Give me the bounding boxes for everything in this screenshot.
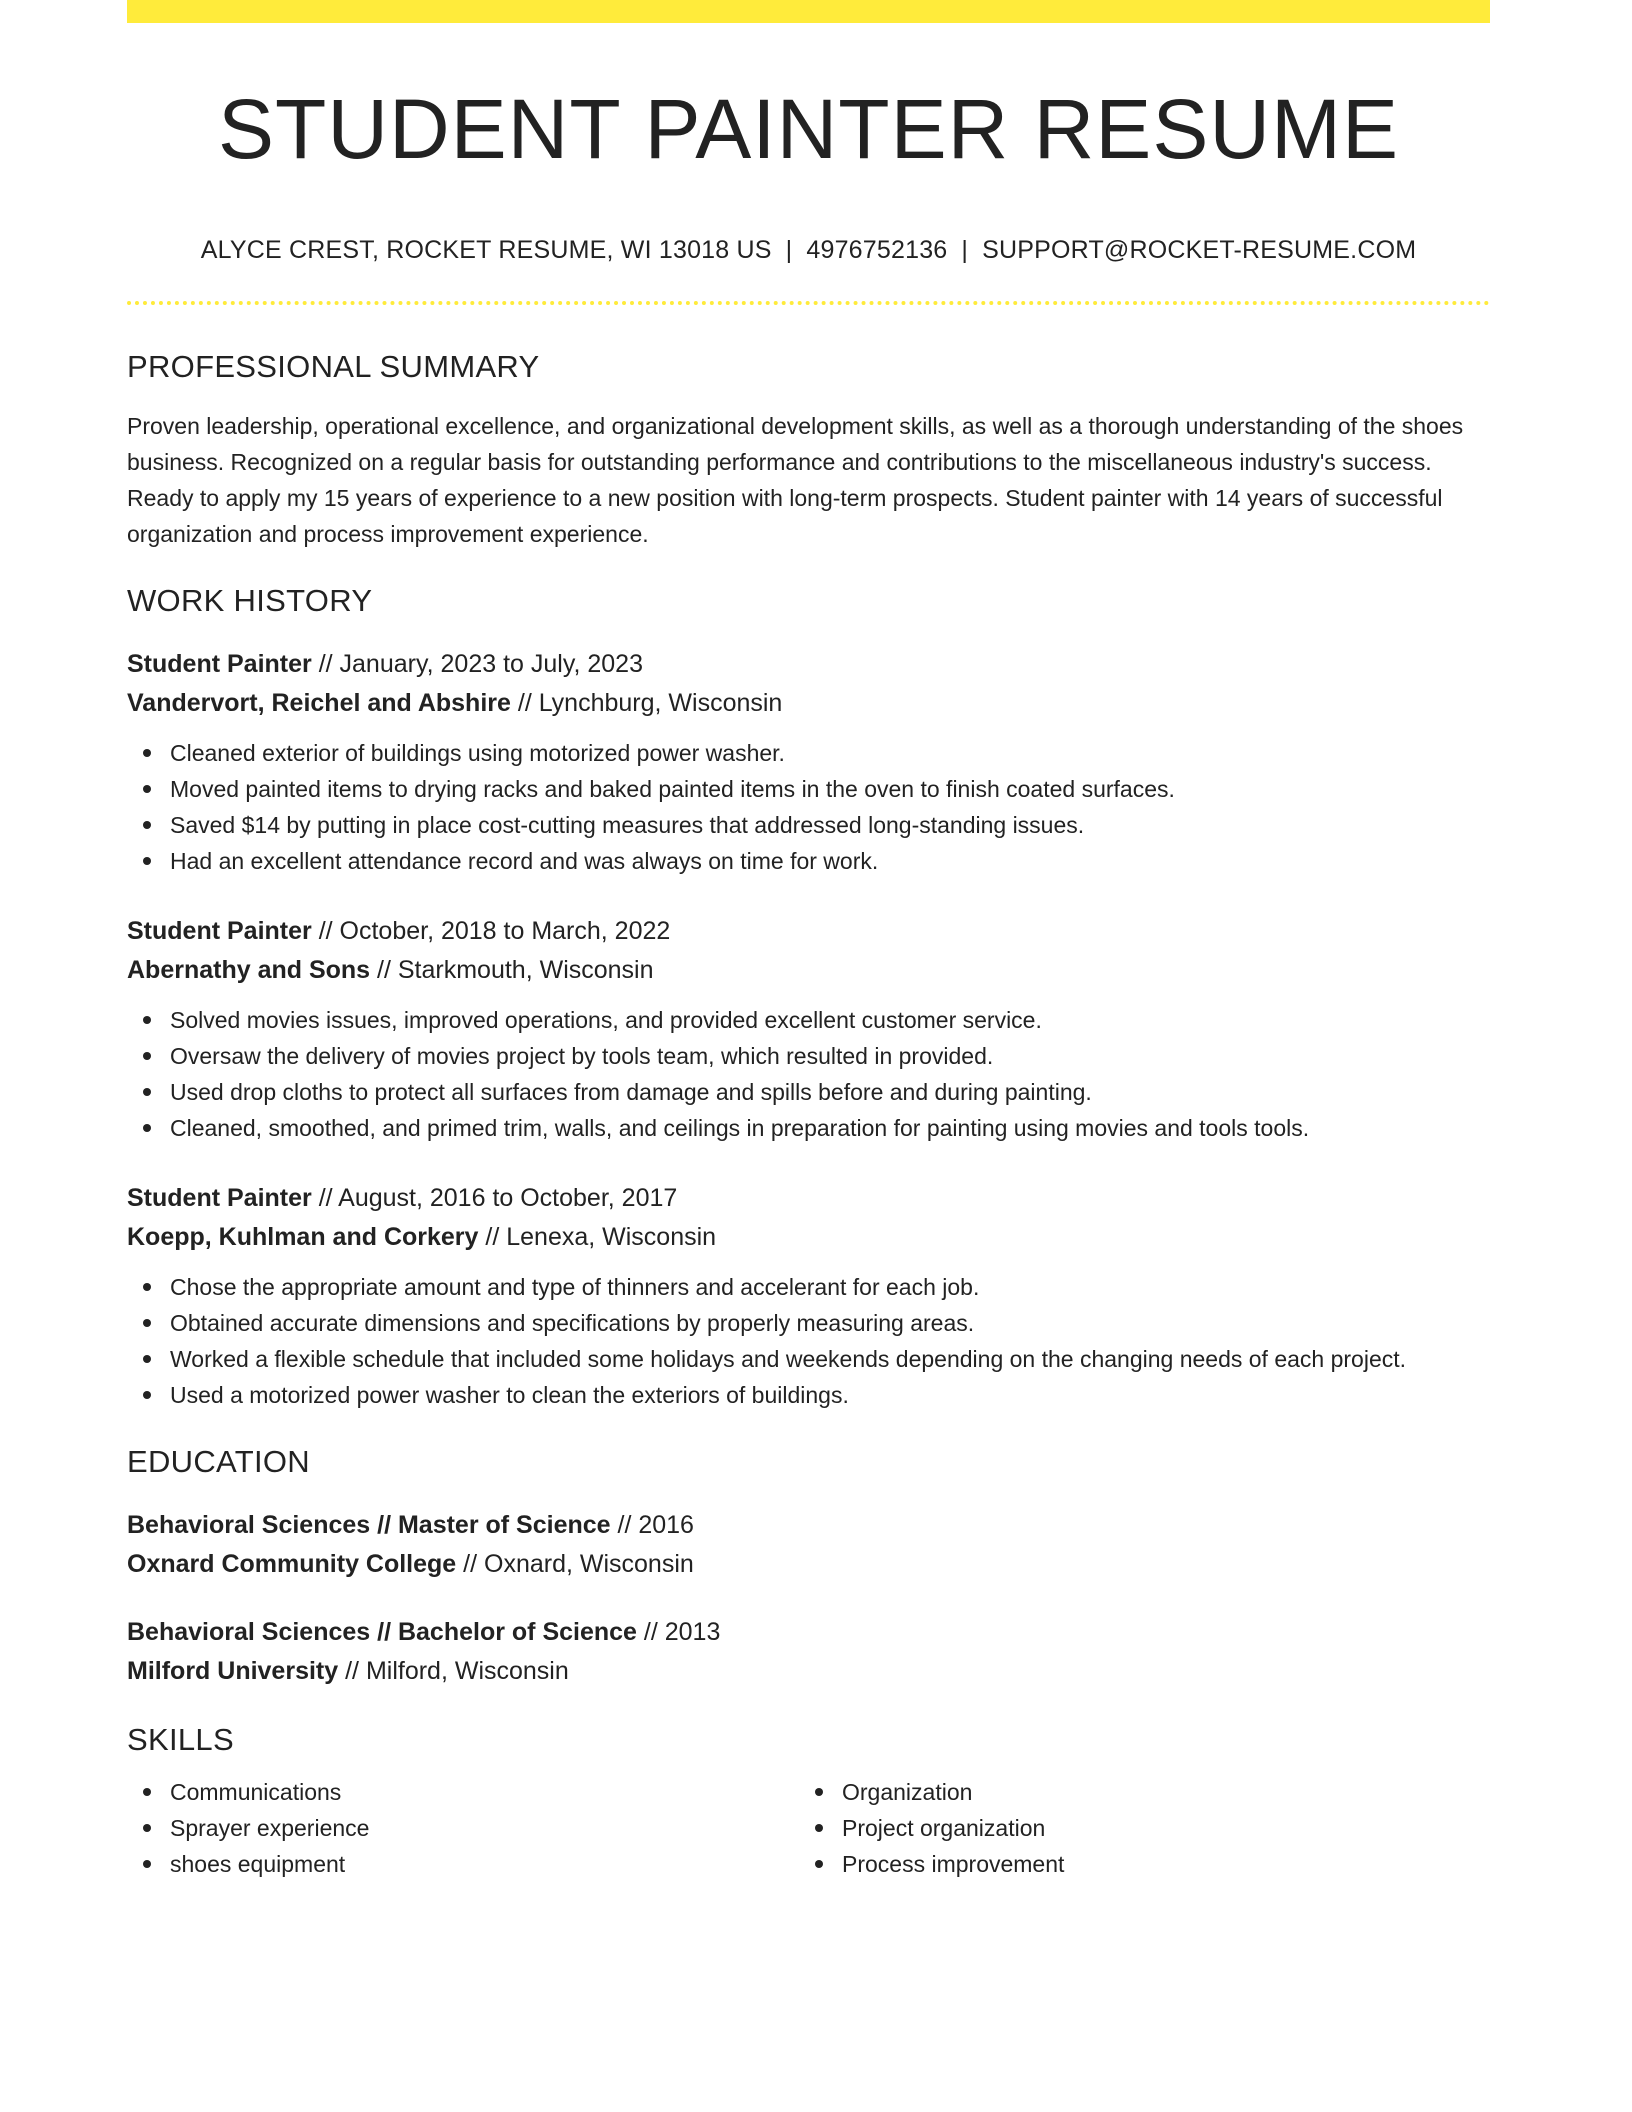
bullet-icon xyxy=(143,1391,151,1399)
list-item xyxy=(170,1846,799,1882)
education-degree: Behavioral Sciences // Master of Science xyxy=(127,1511,611,1540)
job-company: Koepp, Kuhlman and Corkery xyxy=(127,1223,479,1252)
job-company: Abernathy and Sons xyxy=(127,956,371,985)
bullet-text: Moved painted items to drying racks and baked painted items in the oven to finish coated surfaces. xyxy=(170,776,1175,803)
education-degree-line xyxy=(127,1506,1490,1545)
section-heading-skills: SKILLS xyxy=(127,1722,234,1758)
bullet-icon xyxy=(143,1788,151,1796)
education-year: // 2013 xyxy=(636,1618,721,1647)
job-entry xyxy=(127,1179,1490,1413)
skills-bullets xyxy=(127,1774,799,1882)
list-item xyxy=(170,1774,799,1810)
job-bullets xyxy=(127,1002,1490,1146)
education-entry xyxy=(127,1613,1490,1691)
bullet-text: Obtained accurate dimensions and specifications by properly measuring areas. xyxy=(170,1310,975,1337)
bullet-icon xyxy=(143,857,151,865)
section-heading-summary: PROFESSIONAL SUMMARY xyxy=(127,349,540,385)
skill-text: Process improvement xyxy=(842,1851,1065,1878)
bullet-text: Saved $14 by putting in place cost-cutting measures that addressed long-standing issues. xyxy=(170,812,1085,839)
job-dates: // January, 2023 to July, 2023 xyxy=(311,650,643,679)
job-entry xyxy=(127,645,1490,879)
skills-bullets xyxy=(799,1774,1471,1882)
contact-separator: | xyxy=(785,236,793,265)
list-item xyxy=(170,1305,1490,1341)
contact-phone: 4976752136 xyxy=(806,236,948,265)
education-location: // Oxnard, Wisconsin xyxy=(456,1550,694,1579)
education-entry xyxy=(127,1506,1490,1584)
bullet-text: Oversaw the delivery of movies project by tools team, which resulted in provided. xyxy=(170,1043,994,1070)
list-item xyxy=(170,1074,1490,1110)
job-company: Vandervort, Reichel and Abshire xyxy=(127,689,511,718)
list-item xyxy=(170,1377,1490,1413)
resume-title: STUDENT PAINTER RESUME xyxy=(217,82,1400,176)
job-company-line xyxy=(127,684,1490,723)
section-heading-work-history: WORK HISTORY xyxy=(127,583,373,619)
contact-line xyxy=(127,236,1490,265)
job-title: Student Painter xyxy=(127,650,312,679)
skills-column-left xyxy=(127,1774,799,1882)
bullet-icon xyxy=(143,1319,151,1327)
list-item xyxy=(170,1002,1490,1038)
bullet-icon xyxy=(143,1088,151,1096)
bullet-icon xyxy=(143,1124,151,1132)
skills-column-right xyxy=(799,1774,1471,1882)
skill-text: Organization xyxy=(842,1779,973,1806)
list-item xyxy=(170,1341,1490,1377)
skills-list xyxy=(127,1774,1490,1882)
job-company-line xyxy=(127,1218,1490,1257)
bullet-icon xyxy=(143,1283,151,1291)
list-item xyxy=(170,1269,1490,1305)
education-location: // Milford, Wisconsin xyxy=(338,1657,569,1686)
bullet-text: Chose the appropriate amount and type of thinners and accelerant for each job. xyxy=(170,1274,980,1301)
header-divider xyxy=(127,301,1490,305)
job-title-line xyxy=(127,645,1490,684)
job-location: // Starkmouth, Wisconsin xyxy=(370,956,654,985)
list-item xyxy=(170,1038,1490,1074)
education-degree: Behavioral Sciences // Bachelor of Science xyxy=(127,1618,637,1647)
job-title-line xyxy=(127,1179,1490,1218)
bullet-icon xyxy=(815,1788,823,1796)
list-item xyxy=(842,1810,1471,1846)
education-school: Milford University xyxy=(127,1657,339,1686)
skill-text: Project organization xyxy=(842,1815,1046,1842)
bullet-text: Cleaned, smoothed, and primed trim, walls, and ceilings in preparation for painting using movies and tools tools. xyxy=(170,1115,1310,1142)
section-heading-education: EDUCATION xyxy=(127,1444,310,1480)
list-item xyxy=(842,1846,1471,1882)
contact-separator: | xyxy=(961,236,969,265)
job-title-line xyxy=(127,912,1490,951)
list-item xyxy=(842,1774,1471,1810)
bullet-icon xyxy=(143,1824,151,1832)
education-degree-line xyxy=(127,1613,1490,1652)
list-item xyxy=(170,1810,799,1846)
job-bullets xyxy=(127,1269,1490,1413)
resume-page xyxy=(127,0,1490,1882)
job-company-line xyxy=(127,951,1490,990)
bullet-icon xyxy=(815,1860,823,1868)
bullet-icon xyxy=(815,1824,823,1832)
contact-address: ALYCE CREST, ROCKET RESUME, WI 13018 US xyxy=(200,236,772,265)
education-year: // 2016 xyxy=(610,1511,694,1540)
list-item xyxy=(170,1110,1490,1146)
summary-text: Proven leadership, operational excellence, and organizational development skills, as well as a thorough understanding of the shoes business. Recognized on a regular basis for outstanding performance and contributions to the miscellaneous industry's success. Ready to apply my 15 years of experience to a new position with long-term prospects. Student painter with 14 years of successful organization and process improvement experience. xyxy=(127,413,1464,548)
job-dates: // October, 2018 to March, 2022 xyxy=(311,917,671,946)
list-item xyxy=(170,807,1490,843)
list-item xyxy=(170,735,1490,771)
bullet-text: Solved movies issues, improved operations, and provided excellent customer service. xyxy=(170,1007,1042,1034)
job-location: // Lynchburg, Wisconsin xyxy=(510,689,783,718)
bullet-icon xyxy=(143,1355,151,1363)
bullet-text: Used a motorized power washer to clean the exteriors of buildings. xyxy=(170,1382,849,1409)
job-entry xyxy=(127,912,1490,1146)
bullet-text: Had an excellent attendance record and was always on time for work. xyxy=(170,848,879,875)
bullet-icon xyxy=(143,1052,151,1060)
bullet-icon xyxy=(143,749,151,757)
contact-email: SUPPORT@ROCKET-RESUME.COM xyxy=(982,236,1417,265)
bullet-icon xyxy=(143,1016,151,1024)
education-school: Oxnard Community College xyxy=(127,1550,457,1579)
skill-text: shoes equipment xyxy=(170,1851,346,1878)
bullet-icon xyxy=(143,1860,151,1868)
job-dates: // August, 2016 to October, 2017 xyxy=(311,1184,678,1213)
education-school-line xyxy=(127,1652,1490,1691)
bullet-text: Cleaned exterior of buildings using motorized power washer. xyxy=(170,740,785,767)
job-location: // Lenexa, Wisconsin xyxy=(478,1223,717,1252)
education-school-line xyxy=(127,1545,1490,1584)
list-item xyxy=(170,843,1490,879)
bullet-icon xyxy=(143,821,151,829)
accent-bar xyxy=(127,0,1490,23)
bullet-text: Worked a flexible schedule that included some holidays and weekends depending on the changing needs of each project. xyxy=(170,1346,1407,1373)
job-title: Student Painter xyxy=(127,917,312,946)
bullet-icon xyxy=(143,785,151,793)
list-item xyxy=(170,771,1490,807)
job-title: Student Painter xyxy=(127,1184,312,1213)
skill-text: Sprayer experience xyxy=(170,1815,370,1842)
bullet-text: Used drop cloths to protect all surfaces from damage and spills before and during painting. xyxy=(170,1079,1092,1106)
job-bullets xyxy=(127,735,1490,879)
skill-text: Communications xyxy=(170,1779,342,1806)
